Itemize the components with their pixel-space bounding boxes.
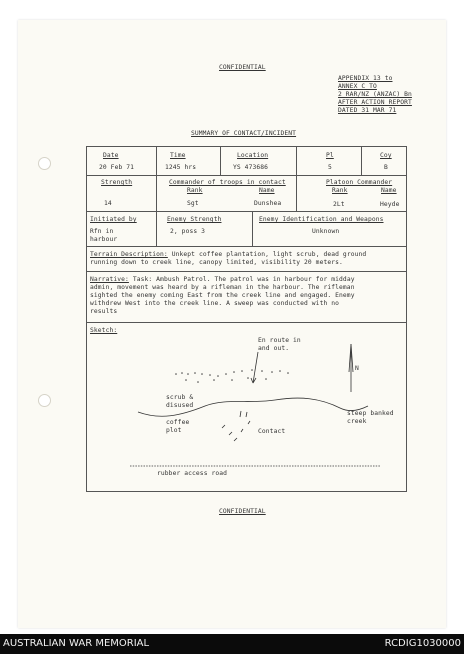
sketch-scrub-label: disused: [166, 402, 194, 409]
sketch-coffee-label: plot: [166, 427, 182, 434]
footer-reference: RCDIG1030000: [384, 638, 461, 649]
date-label: Date: [103, 152, 119, 159]
strength-label: Strength: [101, 179, 133, 186]
company-label: Coy: [380, 152, 392, 159]
commander-rank-label: Rank: [187, 187, 203, 194]
location-label: Location: [237, 152, 269, 159]
sketch-en-route-label: and out.: [258, 345, 290, 352]
enemy-identification-label: Enemy Identification and Weapons: [259, 216, 384, 223]
appendix-line: APPENDIX 13 to: [338, 75, 393, 82]
narrative-label: Narrative:: [90, 276, 129, 283]
commander-label: Commander of troops in contact: [169, 179, 286, 186]
location-value: YS 473686: [233, 164, 269, 171]
sketch-north-label: N: [355, 365, 359, 372]
sketch-creek-label: creek: [347, 418, 367, 425]
commander-name-label: Name: [259, 187, 275, 194]
sketch-contact-label: Contact: [258, 428, 286, 435]
sketch-scrub-label: scrub &: [166, 394, 194, 401]
initiated-by-label: Initiated by: [90, 216, 137, 223]
initiated-by-value: Rfn in: [90, 228, 114, 235]
company-value: B: [384, 164, 388, 171]
sketch-creek-label: steep banked: [347, 410, 394, 417]
creek-line: [138, 398, 368, 416]
appendix-line: DATED 31 MAR 71: [338, 107, 397, 114]
terrain-label: Terrain Description:: [90, 251, 168, 258]
appendix-line: AFTER ACTION REPORT: [338, 99, 412, 106]
time-label: Time: [170, 152, 186, 159]
classification-bottom: CONFIDENTIAL: [219, 508, 266, 515]
narrative-line: admin, movement was heard by a rifleman in the harbour. The rifleman: [90, 284, 355, 291]
enemy-identification-value: Unknown: [312, 228, 340, 235]
narrative-line: Task: Ambush Patrol. The patrol was in harbour for midday: [128, 276, 355, 283]
platoon-label: Pl: [326, 152, 334, 159]
date-value: 20 Feb 71: [99, 164, 135, 171]
platoon-commander-label: Platoon Commander: [326, 179, 393, 186]
appendix-line: ANNEX C TO: [338, 83, 377, 90]
appendix-line: 2 RAR/NZ (ANZAC) Bn: [338, 91, 412, 98]
narrative-line: results: [90, 308, 118, 315]
contact-markers: [222, 421, 250, 441]
commander-name-value: Dunshea: [254, 200, 282, 207]
initiated-by-value: harbour: [90, 236, 118, 243]
sketch-road-label: rubber access road: [157, 470, 228, 477]
sketch-en-route-label: En route in: [258, 337, 301, 344]
form-title: SUMMARY OF CONTACT/INCIDENT: [191, 130, 297, 137]
platoon-commander-rank-label: Rank: [332, 187, 348, 194]
narrative-line: withdrew West into the creek line. A sweep was conducted with no: [90, 300, 340, 307]
platoon-commander-name-label: Name: [381, 187, 397, 194]
enemy-strength-value: 2, poss 3: [170, 228, 206, 235]
creek-bank-marks: [240, 411, 247, 417]
platoon-commander-rank-value: 2Lt: [333, 201, 345, 208]
strength-value: 14: [104, 200, 112, 207]
archive-footer: [0, 634, 464, 654]
platoon-commander-name-value: Heyde: [380, 201, 400, 208]
classification-top: CONFIDENTIAL: [219, 64, 266, 71]
narrative-line: sighted the enemy coming East from the creek line and engaged. Enemy: [90, 292, 355, 299]
terrain-text: running down to creek line, canopy limited, visibility 20 meters.: [90, 259, 343, 266]
time-value: 1245 hrs: [165, 164, 197, 171]
commander-rank-value: Sgt: [187, 200, 199, 207]
sketch-coffee-label: coffee: [166, 419, 190, 426]
scrub-marks: [175, 369, 289, 383]
platoon-value: 5: [328, 164, 332, 171]
sketch-label: Sketch:: [90, 327, 118, 334]
terrain-text: Unkept coffee plantation, light scrub, dead ground: [167, 251, 367, 258]
footer-source: AUSTRALIAN WAR MEMORIAL: [3, 638, 150, 649]
enemy-strength-label: Enemy Strength: [167, 216, 222, 223]
